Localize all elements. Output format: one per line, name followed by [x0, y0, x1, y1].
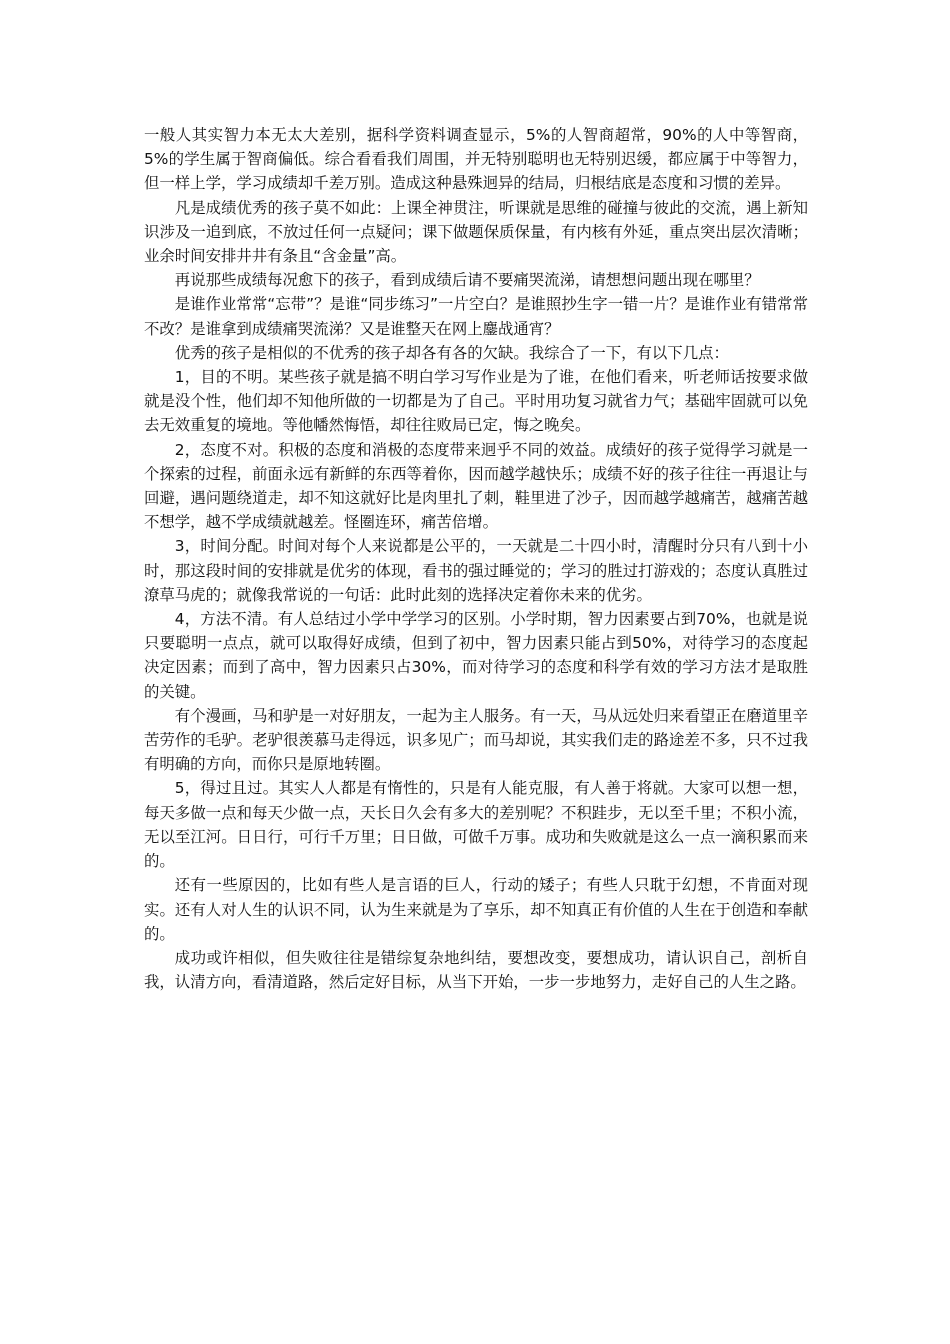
paragraph-intro: 一般人其实智力本无太大差别，据科学资料调查显示，5%的人智商超常，90%的人中等智商，5%的学生属于智商偏低。综合看看我们周围，并无特别聪明也无特别迟缓，都应属于中等智力，但一样上学，学习成绩却千差万别。造成这种悬殊迥异的结局，归根结底是态度和习惯的差异。 [144, 126, 808, 193]
paragraph-questions: 是谁作业常常“忘带”？是谁“同步练习”一片空白？是谁照抄生字一错一片？是谁作业有错常常不改？是谁拿到成绩痛哭流涕？又是谁整天在网上鏖战通宵？ [144, 295, 808, 338]
paragraph-point-3: 3，时间分配。时间对每个人来说都是公平的，一天就是二十四小时，清醒时分只有八到十小时，那这段时间的安排就是优劣的体现，看书的强过睡觉的；学习的胜过打游戏的；态度认真胜过潦草马虎的；就像我常说的一句话：此时此刻的选择决定着你未来的优劣。 [144, 537, 808, 604]
paragraph-point-1: 1，目的不明。某些孩子就是搞不明白学习写作业是为了谁，在他们看来，听老师话按要求做就是没个性，他们却不知他所做的一切都是为了自己。平时用功复习就省力气；基础牢固就可以免去无效重复的境地。等他幡然悔悟，却往往败局已定，悔之晚矣。 [144, 368, 808, 435]
paragraph-declining-students: 再说那些成绩每况愈下的孩子，看到成绩后请不要痛哭流涕，请想想问题出现在哪里？ [174, 271, 760, 290]
paragraph-horse-donkey: 有个漫画，马和驴是一对好朋友，一起为主人服务。有一天，马从远处归来看望正在磨道里辛苦劳作的毛驴。老驴很羡慕马走得远，识多见广；而马却说，其实我们走的路途差不多，只不过我有明确的方向，而你只是原地转圈。 [144, 706, 808, 774]
paragraph-summary-points: 优秀的孩子是相似的不优秀的孩子却各有各的欠缺。我综合了一下，有以下几点： [174, 343, 729, 362]
paragraph-point-5: 5，得过且过。其实人人都是有惰性的，只是有人能克服，有人善于将就。大家可以想一想，每天多做一点和每天少做一点，天长日久会有多大的差别呢？不积跬步，无以至千里；不积小流，无以至江河。日日行，可行千万里；日日做，可做千万事。成功和失败就是这么一点一滴积累而来的。 [144, 779, 808, 871]
paragraph-point-4: 4，方法不清。有人总结过小学中学学习的区别。小学时期，智力因素要占到70%，也就是说只要聪明一点点，就可以取得好成绩，但到了初中，智力因素只能占到50%，对待学习的态度起决定因素；而到了高中，智力因素只占30%，而对待学习的态度和科学有效的学习方法才是取胜的关键。 [144, 610, 808, 701]
paragraph-point-2: 2，态度不对。积极的态度和消极的态度带来迥乎不同的效益。成绩好的孩子觉得学习就是一个探索的过程，前面永远有新鲜的东西等着你，因而越学越快乐；成绩不好的孩子往往一再退让与回避，遇问题绕道走，却不知这就好比是肉里扎了刺，鞋里进了沙子，因而越学越痛苦，越痛苦越不想学，越不学成绩就越差。怪圈连环，痛苦倍增。 [144, 440, 808, 532]
paragraph-conclusion: 成功或许相似，但失败往往是错综复杂地纠结，要想改变，要想成功，请认识自己，剖析自我，认清方向，看清道路，然后定好目标，从当下开始，一步一步地努力，走好自己的人生之路。 [144, 948, 808, 992]
document-body [144, 123, 808, 994]
paragraph-other-reasons: 还有一些原因的，比如有些人是言语的巨人，行动的矮子；有些人只耽于幻想，不肯面对现实。还有人对人生的认识不同，认为生来就是为了享乐，却不知真正有价值的人生在于创造和奉献的。 [144, 876, 808, 943]
paragraph-excellent-students: 凡是成绩优秀的孩子莫不如此：上课全神贯注，听课就是思维的碰撞与彼此的交流，遇上新知识涉及一追到底，不放过任何一点疑问；课下做题保质保量，有内核有外延，重点突出层次清晰；业余时间安排井井有条且“含金量”高。 [144, 198, 808, 266]
